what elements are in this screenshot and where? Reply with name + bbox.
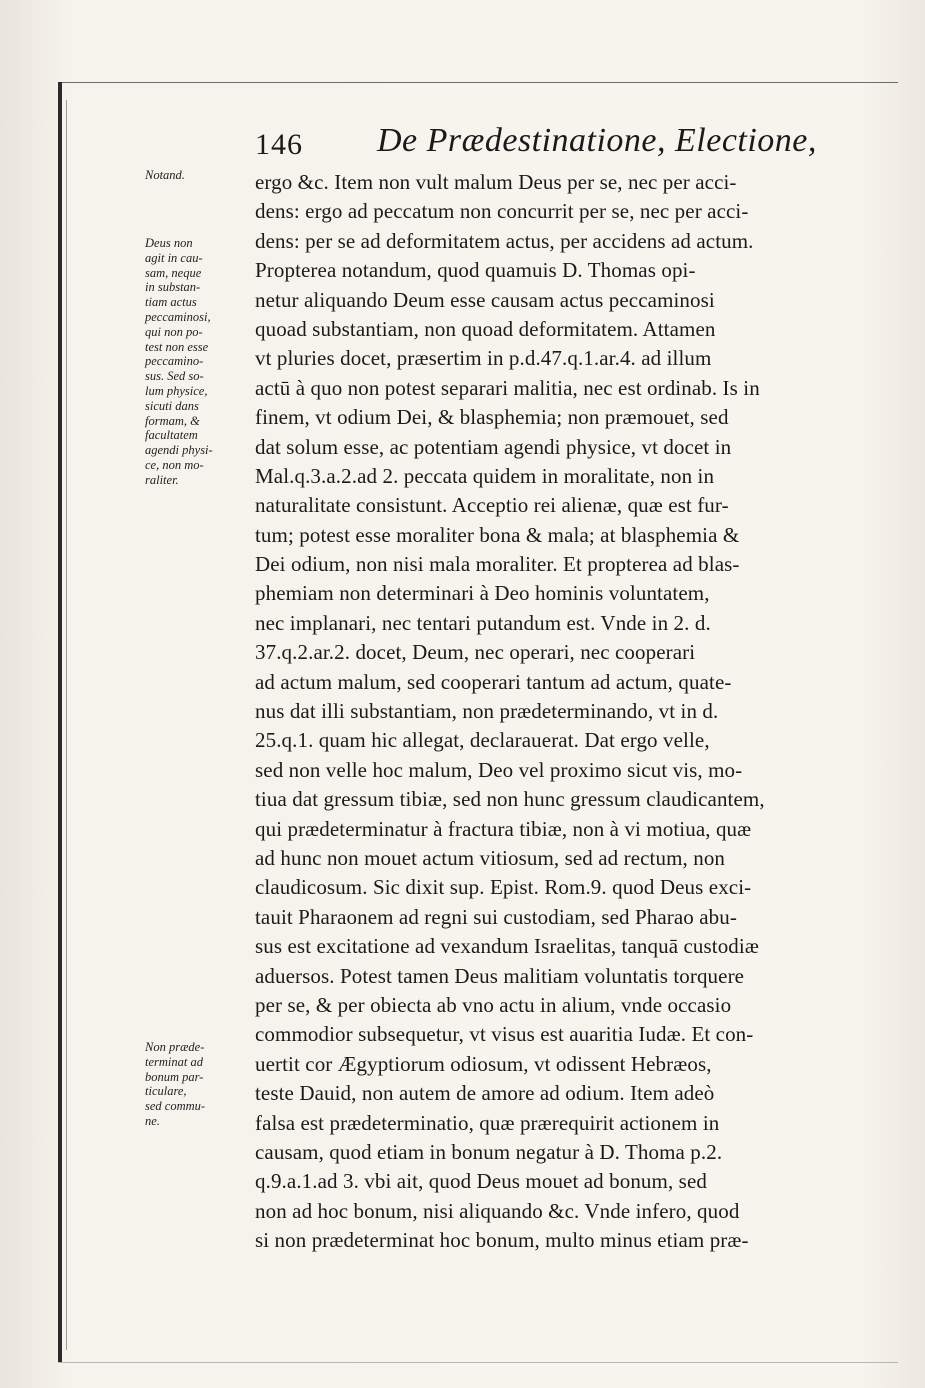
text-line: Propterea notandum, quod quamuis D. Thomas opi- [255,258,696,283]
text-line: tauit Pharaonem ad regni sui custodiam, sed Pharao abu- [255,904,737,929]
page-border-bottom [58,1362,898,1363]
margin-note-line: sicuti dans [145,398,199,413]
text-line: quoad substantiam, non quoad deformitatem. Attamen [255,316,716,341]
text-line: ad actum malum, sed cooperari tantum ad actum, quate- [255,669,732,694]
text-line: q.9.a.1.ad 3. vbi ait, quod Deus mouet ad bonum, sed [255,1169,707,1194]
margin-note-line: Non præde- [145,1040,205,1054]
text-line: netur aliquando Deum esse causam actus peccaminosi [255,287,715,312]
margin-note-line: sam, neque [145,265,202,280]
margin-note-deus-non-agit [145,236,257,488]
text-line: 25.q.1. quam hic allegat, declarauerat. Dat ergo velle, [255,728,710,753]
text-line: sed non velle hoc malum, Deo vel proximo sicut vis, mo- [255,757,743,782]
margin-note-line: formam, & [145,413,200,428]
text-line: ad hunc non mouet actum vitiosum, sed ad rectum, non [255,845,726,870]
text-line: dens: per se ad deformitatem actus, per accidens ad actum. [255,228,754,253]
margin-note-line: bonum par- [145,1069,204,1084]
page-border-left [58,82,62,1362]
margin-note-line: peccaminosi, [145,309,211,324]
margin-note-line: facultatem [145,428,198,443]
page-gutter-line [66,100,67,1350]
text-line: sus est excitatione ad vexandum Israelitas, tanquā custodiæ [255,934,759,959]
text-line: nus dat illi substantiam, non prædeterminando, vt in d. [255,699,719,724]
text-line: Mal.q.3.a.2.ad 2. peccata quidem in moralitate, non in [255,463,715,488]
text-line: causam, quod etiam in bonum negatur à D. Thoma p.2. [255,1139,723,1164]
text-line: falsa est prædeterminatio, quæ prærequirit actionem in [255,1110,720,1135]
margin-note-line: sed commu- [145,1099,206,1114]
margin-note-line: test non esse [145,339,209,354]
text-line: naturalitate consistunt. Acceptio rei alienæ, quæ est fur- [255,493,729,518]
text-line: uertit cor Ægyptiorum odiosum, vt odissent Hebræos, [255,1051,712,1076]
text-line: vt pluries docet, præsertim in p.d.47.q.1.ar.4. ad illum [255,346,712,371]
margin-note-line: terminat ad [145,1054,203,1069]
text-line: finem, vt odium Dei, & blasphemia; non præmouet, sed [255,405,729,430]
text-line: nec implanari, nec tentari putandum est. Vnde in 2. d. [255,610,711,635]
margin-note-line: ce, non mo- [145,457,204,472]
margin-note-line: agendi physi- [145,443,213,458]
margin-note-line: peccamino- [145,354,204,369]
text-line: tiua dat gressum tibiæ, sed non hunc gressum claudicantem, [255,787,765,812]
text-line: per se, & per obiecta ab vno actu in alium, vnde occasio [255,992,732,1017]
margin-note-line: qui non po- [145,324,203,339]
text-line: si non prædeterminat hoc bonum, multo minus etiam præ- [255,1228,749,1253]
margin-note-line: lum physice, [145,383,208,398]
text-line: phemiam non determinari à Deo hominis voluntatem, [255,581,710,606]
text-line: tum; potest esse moraliter bona & mala; at blasphemia & [255,522,740,547]
margin-note-line: Notand. [145,168,185,182]
page-header [255,122,885,166]
running-title: De Prædestinatione, Electione, [377,122,817,159]
margin-note-line: raliter. [145,472,179,487]
margin-note-notand [145,168,257,183]
text-line: ergo &c. Item non vult malum Deus per se, nec per acci- [255,170,737,194]
page-number: 146 [255,128,303,161]
text-line: dens: ergo ad peccatum non concurrit per se, nec per acci- [255,199,749,224]
text-line: 37.q.2.ar.2. docet, Deum, nec operari, nec cooperari [255,640,696,665]
margin-note-line: ne. [145,1113,160,1128]
margin-note-non-praedeterminat [145,1040,257,1129]
margin-note-line: in substan- [145,280,201,295]
margin-note-line: agit in cau- [145,250,203,265]
text-line: claudicosum. Sic dixit sup. Epist. Rom.9. quod Deus exci- [255,875,752,900]
text-line: Dei odium, non nisi mala moraliter. Et propterea ad blas- [255,552,740,577]
margin-note-line: tiam actus [145,295,197,310]
text-line: commodior subsequetur, vt visus est auaritia Iudæ. Et con- [255,1022,754,1047]
margin-note-line: ticulare, [145,1084,187,1099]
text-line: dat solum esse, ac potentiam agendi physice, vt docet in [255,434,732,459]
margin-note-line: sus. Sed so- [145,369,204,384]
margin-note-line: Deus non [145,236,193,250]
text-line: qui prædeterminatur à fractura tibiæ, non à vi motiua, quæ [255,816,752,841]
text-line: actū à quo non potest separari malitia, nec est ordinab. Is in [255,375,760,400]
body-text [255,168,885,1255]
text-line: non ad hoc bonum, nisi aliquando &c. Vnde infero, quod [255,1198,740,1223]
text-line: teste Dauid, non autem de amore ad odium. Item adeò [255,1081,715,1106]
page-border-top [58,82,898,83]
text-line: aduersos. Potest tamen Deus malitiam voluntatis torquere [255,963,745,988]
